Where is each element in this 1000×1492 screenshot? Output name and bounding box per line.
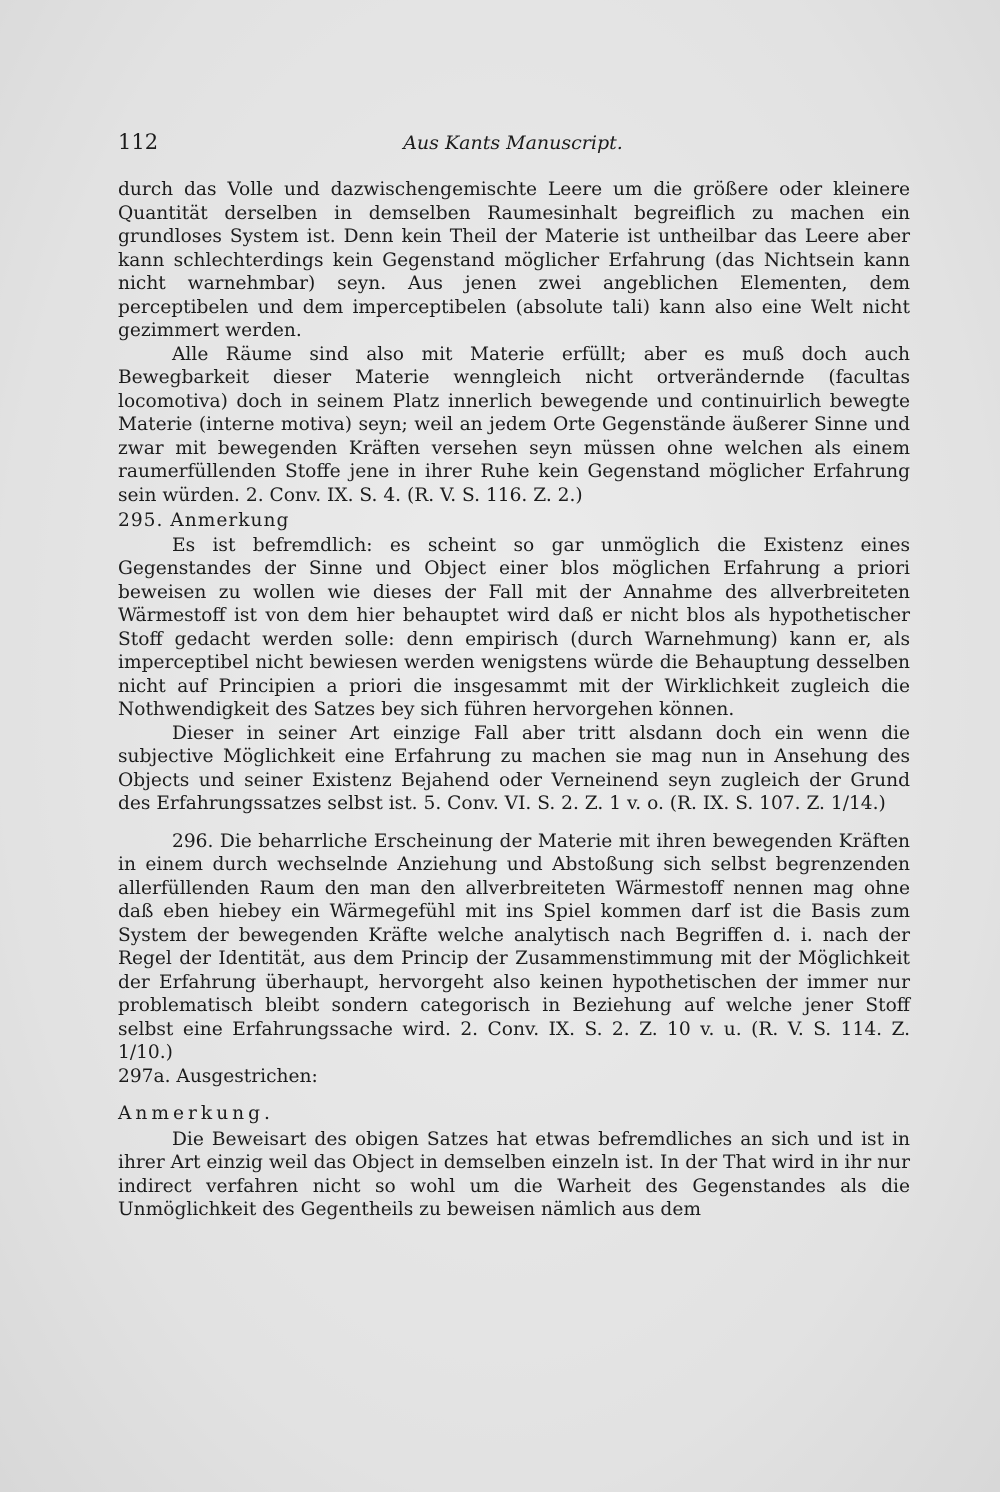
section-heading-295: 295. Anmerkung — [118, 510, 290, 531]
paragraph-die-beweisart: Die Beweisart des obigen Satzes hat etwas befremdliches an sich und ist in ihrer Art einzig weil das Object in demselben einzeln ist. In der That wird in ihr nur indirect verfahren nicht so wohl um die Warheit des Gegenstandes als die Unmöglichkeit des Gegentheils zu beweisen nämlich aus dem — [118, 1128, 910, 1220]
page-header — [118, 130, 908, 160]
section-heading-anmerkung: Anmerkung. — [118, 1103, 274, 1124]
paragraph-296: 296. Die beharrliche Erscheinung der Materie mit ihren bewegenden Kräften in einem durch wechselnde Anziehung und Abstoßung sich selbst begrenzenden allerfüllenden Raum den man den allverbreiteten Wärmestoff nennen mag ohne daß eben hiebey ein Wärmegefühl mit ins Spiel kommen darf ist die Basis zum System der bewegenden Kräfte welche analytisch nach Begriffen d. i. nach der Regel der Identität, aus dem Princip der Zusammenstimmung mit der Möglichkeit der Erfahrung überhaupt, hervorgeht also keinen hypothetischen der immer nur problematisch bleibt sondern categorisch in Beziehung auf welche jener Stoff selbst eine Erfahrungssache wird. 2. Conv. IX. S. 2. Z. 10 v. u. (R. V. S. 114. Z. 1/10.) — [118, 830, 910, 1063]
paragraph-alle-raeume: Alle Räume sind also mit Materie erfüllt; aber es muß doch auch Bewegbarkeit dieser Materie wenngleich nicht ortverändernde (facultas locomotiva) doch in seinem Platz innerlich bewegende und continuirlich bewegte Materie (interne motiva) seyn; weil an jedem Orte Gegenstände äußerer Sinne und zwar mit bewegenden Kräften versehen seyn müssen ohne welchen als einem raumerfüllenden Stoffe jene in ihrer Ruhe kein Gegenstand möglicher Erfahrung sein würden. 2. Conv. IX. S. 4. (R. V. S. 116. Z. 2.) — [118, 343, 910, 506]
body-text — [118, 178, 910, 1222]
struck-label-297a: 297a. Ausgestrichen: — [118, 1065, 318, 1087]
page-number: 112 — [118, 130, 159, 154]
paragraph-dieser-in-seiner-art: Dieser in seiner Art einzige Fall aber tritt alsdann doch ein wenn die subjective Möglichkeit eine Erfahrung zu machen sie mag nun in Ansehung des Objects und seiner Existenz Bejahend oder Verneinend seyn zugleich der Grund des Erfahrungssatzes selbst ist. 5. Conv. VI. S. 2. Z. 1 v. o. (R. IX. S. 107. Z. 1/14.) — [118, 722, 910, 814]
running-title: Aus Kants Manuscript. — [403, 132, 623, 154]
paragraph-continuation: durch das Volle und dazwischengemischte Leere um die größere oder kleinere Quantität derselben in demselben Raumesinhalt begreiflich zu machen ein grundloses System ist. Denn kein Theil der Materie ist untheilbar das Leere aber kann schlechterdings kein Gegenstand möglicher Erfahrung (das Nichtsein kann nicht warnehmbar) seyn. Aus jenen zwei angeblichen Elementen, dem perceptibelen und dem imperceptibelen (absolute tali) kann also eine Welt nicht gezimmert werden. — [118, 179, 910, 341]
paragraph-es-ist-befremdlich: Es ist befremdlich: es scheint so gar unmöglich die Existenz eines Gegenstandes der Sinne und Object einer blos möglichen Erfahrung a priori beweisen zu wollen wie dieses der Fall mit der Annahme des allverbreiteten Wärmestoff ist von dem hier behauptet wird daß er nicht blos als hypothetischer Stoff gedacht werden solle: denn empirisch (durch Warnehmung) kann er, als imperceptibel nicht bewiesen werden wenigstens würde die Behauptung desselben nicht auf Principien a priori die insgesammt mit der Wirklichkeit zugleich die Nothwendigkeit des Satzes bey sich führen hervorgehen können. — [118, 534, 910, 720]
